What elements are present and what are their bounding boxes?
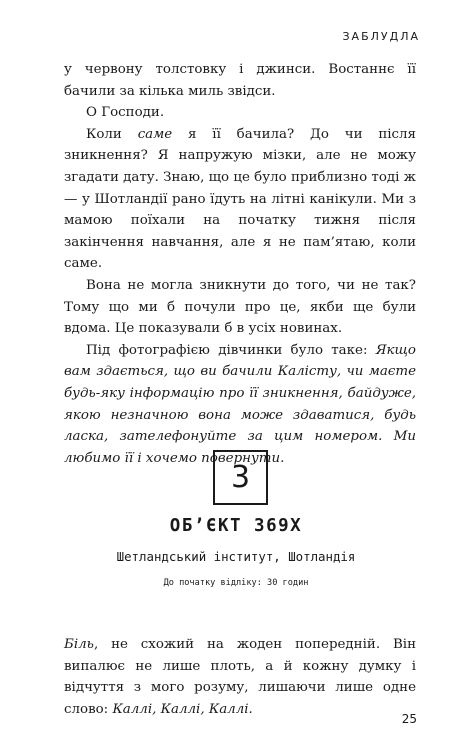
text-run: Під фотографією дівчинки було таке: xyxy=(86,342,376,358)
text-run: Коли xyxy=(86,126,138,142)
body-text-top xyxy=(64,59,416,469)
italic-text: Якщо вам здається, що ви бачили Калісту, чи маєте будь-яку інформацію про її зникнення, байдуже, якою незначною вона може здаватися, будь ласка, зателефонуйте за цим номером. Ми любимо її і хочемо повернути. xyxy=(64,342,416,466)
paragraph: О Господи. xyxy=(86,105,165,121)
chapter-countdown: До початку відліку: 30 годин xyxy=(163,578,309,588)
italic-text: Каллі, Каллі, Каллі. xyxy=(112,701,253,717)
paragraph: у червону толстовку і джинси. Востаннє її бачили за кілька миль звідси. xyxy=(64,62,416,99)
paragraph: Вона не могла зникнути до того, чи не так? Тому що ми б почули про це, якби ще були вдома. Це показували б в усіх новинах. xyxy=(64,277,416,337)
chapter-title: ОБ’ЄКТ 369Х xyxy=(169,516,303,536)
text-run: , не схожий на жоден попередній. Він випалює не лише плоть, а й кожну думку і відчуття з мого розуму, лишаючи лише одне слово: xyxy=(64,637,416,717)
paragraph xyxy=(64,124,416,275)
page-number: 25 xyxy=(401,712,417,726)
italic-text: Біль xyxy=(64,637,94,652)
paragraph xyxy=(64,634,416,720)
body-text-bottom xyxy=(64,634,416,720)
chapter-number-box xyxy=(213,450,268,505)
chapter-location: Шетландський інститут, Шотландія xyxy=(116,549,356,564)
chapter-number: 3 xyxy=(230,459,251,495)
italic-text: саме xyxy=(137,126,173,142)
running-head: ЗАБЛУДЛА xyxy=(342,30,420,43)
text-run: я її бачила? До чи після зникнення? Я напружую мізки, але не можу згадати дату. Знаю, що це було приблизно тоді ж — у Шотландії рано їдуть на літні канікули. Ми з мамою поїхали на початку тижня після закінчення навчання, але я не пам’ятаю, коли саме. xyxy=(64,126,416,272)
